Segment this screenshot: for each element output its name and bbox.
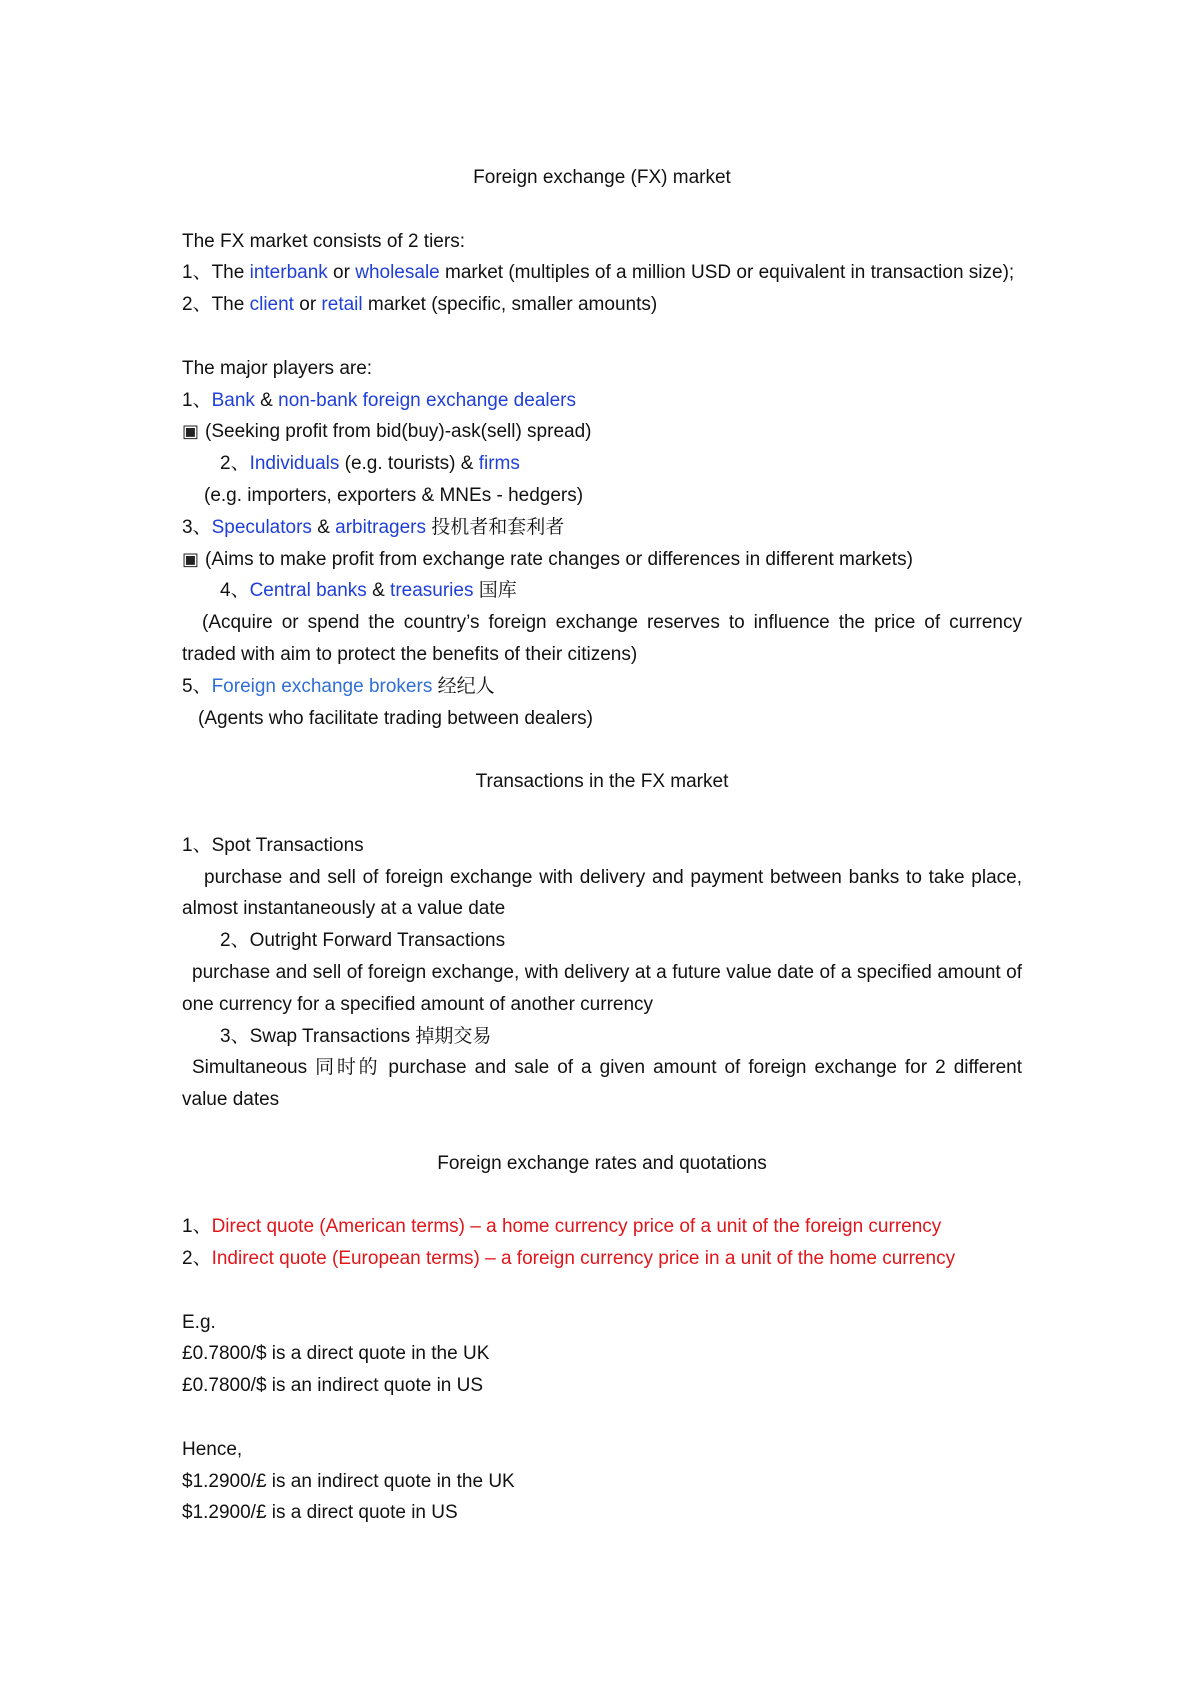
transaction-1-desc: purchase and sell of foreign exchange with delivery and payment between banks to take place, almost instantaneously at a value date xyxy=(182,866,1022,920)
section-title-fx-market: Foreign exchange (FX) market xyxy=(473,167,731,188)
player-3 xyxy=(182,512,1022,544)
square-bullet-icon: ▣ xyxy=(182,421,200,442)
transaction-3-label: 3、Swap Transactions 掉期交易 xyxy=(220,1025,492,1047)
tier-2-text-a: The xyxy=(211,294,250,316)
player-1-desc-text: (Seeking profit from bid(buy)-ask(sell) spread) xyxy=(205,421,592,443)
section-title-quotations: Foreign exchange rates and quotations xyxy=(437,1152,767,1174)
hence-label: Hence, xyxy=(182,1438,243,1460)
tier-1-keyword-interbank: interbank xyxy=(249,262,328,284)
example-1: £0.7800/$ is a direct quote in the UK xyxy=(182,1343,490,1365)
player-5-num: 5、 xyxy=(182,675,212,697)
player-4-chinese: 国库 xyxy=(473,580,517,602)
hence-1: $1.2900/£ is an indirect quote in the UK xyxy=(182,1470,515,1492)
player-4-keyword-treasuries: treasuries xyxy=(390,580,474,602)
tier-1-keyword-wholesale: wholesale xyxy=(355,262,440,284)
player-5-desc: (Agents who facilitate trading between dealers) xyxy=(198,707,594,729)
tier-2-keyword-retail: retail xyxy=(321,294,363,316)
player-3-desc-text: (Aims to make profit from exchange rate changes or differences in different markets) xyxy=(205,548,913,570)
player-1-sep: & xyxy=(254,389,279,411)
player-3-keyword-arbitragers: arbitragers xyxy=(335,516,426,538)
tier-1-text-c: market (multiples of a million USD or equivalent in transaction size); xyxy=(439,262,1015,284)
player-2-sep: (e.g. tourists) & xyxy=(339,453,479,475)
tier-2-text-c: market (specific, smaller amounts) xyxy=(362,294,658,316)
spacer xyxy=(182,1402,1022,1434)
player-4-sep: & xyxy=(366,580,391,602)
tier-1-text-b: or xyxy=(327,262,356,284)
tier-2-text-b: or xyxy=(293,294,322,316)
document-body xyxy=(182,162,1022,1529)
tiers-intro: The FX market consists of 2 tiers: xyxy=(182,230,465,252)
player-5 xyxy=(182,671,1022,703)
players-intro: The major players are: xyxy=(182,357,373,379)
hence-2: $1.2900/£ is a direct quote in US xyxy=(182,1502,458,1524)
spacer xyxy=(182,798,1022,830)
example-label: E.g. xyxy=(182,1311,216,1333)
player-1-keyword-bank: Bank xyxy=(211,389,255,411)
transaction-1-label: 1、Spot Transactions xyxy=(182,834,364,856)
player-2-desc: (e.g. importers, exporters & MNEs - hedgers) xyxy=(204,484,584,506)
player-3-sep: & xyxy=(311,516,336,538)
quote-2-text: Indirect quote (European terms) – a foreign currency price in a unit of the home currency xyxy=(211,1248,956,1270)
player-5-chinese: 经纪人 xyxy=(432,675,495,697)
quote-1 xyxy=(182,1211,1022,1243)
quote-1-text: Direct quote (American terms) – a home currency price of a unit of the foreign currency xyxy=(211,1216,942,1238)
tier-2-keyword-client: client xyxy=(249,294,294,316)
player-3-desc xyxy=(182,544,1022,576)
player-2-keyword-individuals: Individuals xyxy=(249,453,340,475)
player-5-keyword-brokers: Foreign exchange brokers xyxy=(211,675,433,697)
transaction-3-desc: Simultaneous 同时的 purchase and sale of a given amount of foreign exchange for 2 different value dates xyxy=(182,1057,1022,1111)
spacer xyxy=(182,321,1022,353)
square-bullet-icon: ▣ xyxy=(182,548,200,569)
section-title-transactions: Transactions in the FX market xyxy=(475,771,729,793)
player-3-num: 3、 xyxy=(182,516,212,538)
player-3-keyword-speculators: Speculators xyxy=(211,516,312,538)
player-1-keyword-dealers: non-bank foreign exchange dealers xyxy=(278,389,577,411)
player-2-keyword-firms: firms xyxy=(478,453,520,475)
player-4-num: 4、 xyxy=(220,580,250,602)
spacer xyxy=(182,1116,1022,1148)
player-1-num: 1、 xyxy=(182,389,212,411)
transaction-2-label: 2、Outright Forward Transactions xyxy=(220,930,506,952)
player-2 xyxy=(182,448,1022,480)
player-3-chinese: 投机者和套利者 xyxy=(425,516,565,538)
quote-1-num: 1、 xyxy=(182,1216,212,1238)
tier-2 xyxy=(182,289,1022,321)
spacer xyxy=(182,1180,1022,1212)
player-4 xyxy=(182,575,1022,607)
tier-1-text-a: The xyxy=(211,262,250,284)
transaction-2-desc: purchase and sell of foreign exchange, with delivery at a future value date of a specified amount of one currency for a specified amount of another currency xyxy=(182,961,1022,1015)
quote-2 xyxy=(182,1243,1022,1275)
spacer xyxy=(182,1275,1022,1307)
player-4-keyword-central-banks: Central banks xyxy=(249,580,367,602)
spacer xyxy=(182,734,1022,766)
spacer xyxy=(182,194,1022,226)
tier-1-num: 1、 xyxy=(182,262,212,284)
quote-2-num: 2、 xyxy=(182,1248,212,1270)
player-4-desc: (Acquire or spend the country’s foreign exchange reserves to influence the price of currency traded with aim to protect the benefits of their citizens) xyxy=(182,612,1022,665)
tier-2-num: 2、 xyxy=(182,294,212,316)
example-2: £0.7800/$ is an indirect quote in US xyxy=(182,1375,484,1397)
player-2-num: 2、 xyxy=(220,453,250,475)
player-1 xyxy=(182,385,1022,417)
player-1-desc xyxy=(182,416,1022,448)
tier-1 xyxy=(182,257,1022,289)
